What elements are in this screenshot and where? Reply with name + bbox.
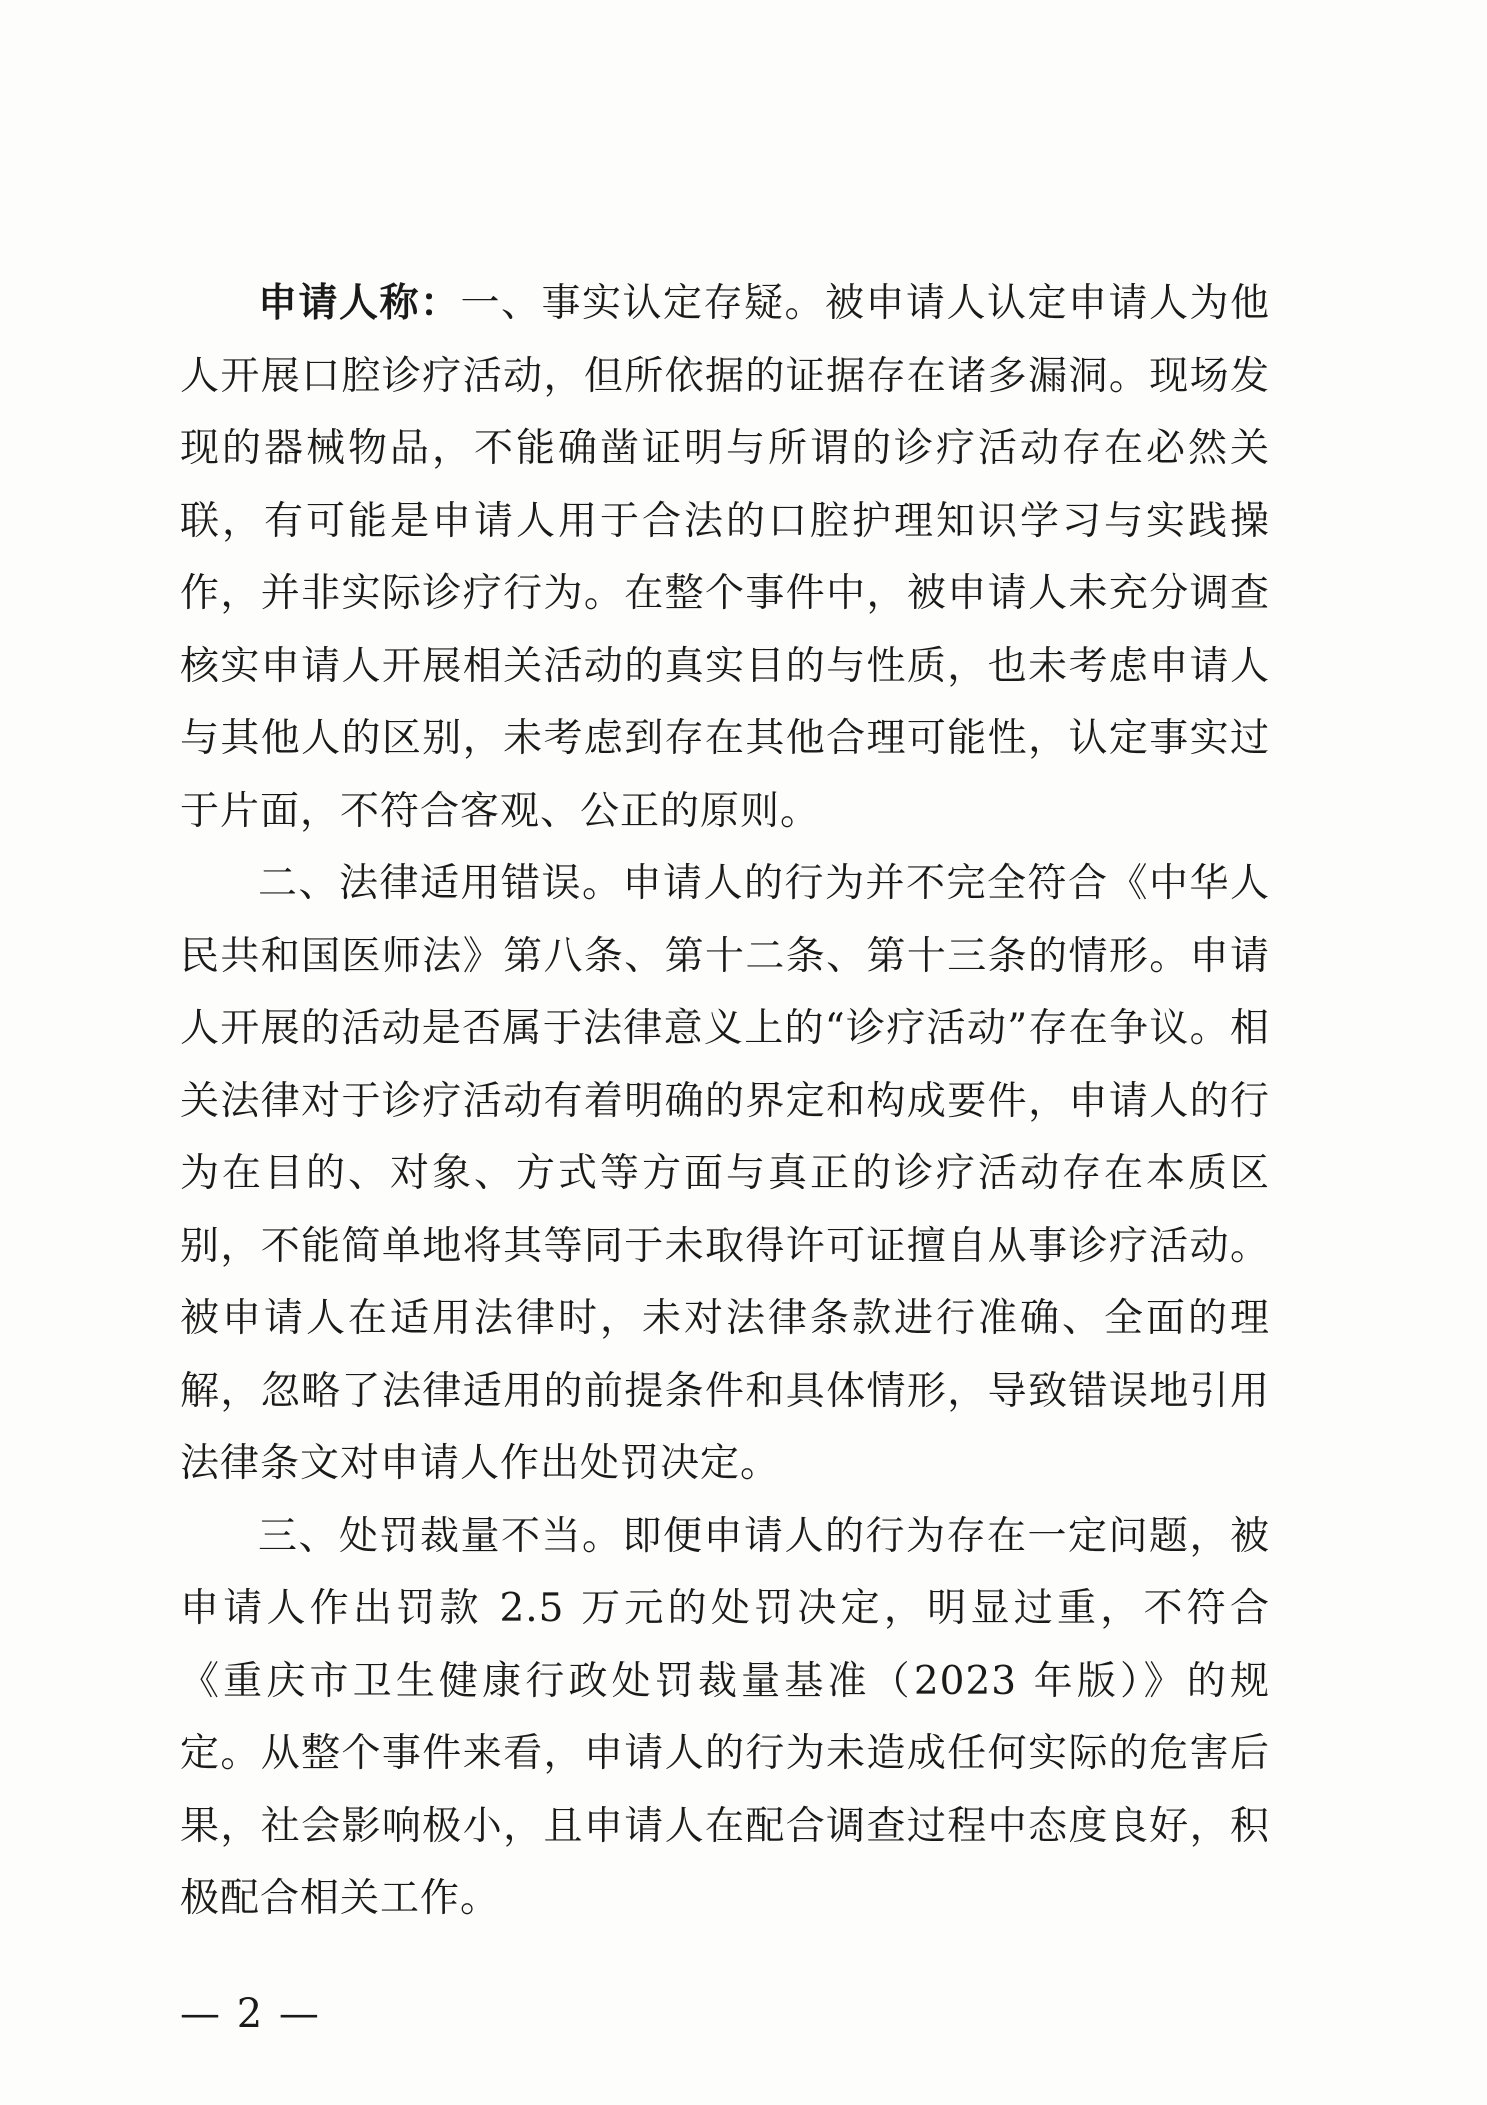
paragraph-penalty-discretion	[180, 1501, 1270, 1936]
paragraph-text: 二、法律适用错误。申请人的行为并不完全符合《中华人民共和国医师法》第八条、第十二条、第十三条的情形。申请人开展的活动是否属于法律意义上的“诊疗活动”存在争议。相关法律对于诊疗活动有着明确的界定和构成要件，申请人的行为在目的、对象、方式等方面与真正的诊疗活动存在本质区别，不能简单地将其等同于未取得许可证擅自从事诊疗活动。被申请人在适用法律时，未对法律条款进行准确、全面的理解，忽略了法律适用的前提条件和具体情形，导致错误地引用法律条文对申请人作出处罚决定。	[180, 861, 1270, 1486]
paragraph-text: 三、处罚裁量不当。即便申请人的行为存在一定问题，被申请人作出罚款 2.5 万元的处罚决定，明显过重，不符合《重庆市卫生健康行政处罚裁量基准（2023 年版）》的规定。从整个事件来看，申请人的行为未造成任何实际的危害后果，社会影响极小，且申请人在配合调查过程中态度良好，积极配合相关工作。	[180, 1513, 1270, 1921]
paragraph-text: 一、事实认定存疑。被申请人认定申请人为他人开展口腔诊疗活动，但所依据的证据存在诸多漏洞。现场发现的器械物品，不能确凿证明与所谓的诊疗活动存在必然关联，有可能是申请人用于合法的口腔护理知识学习与实践操作，并非实际诊疗行为。在整个事件中，被申请人未充分调查核实申请人开展相关活动的真实目的与性质，也未考虑申请人与其他人的区别，未考虑到存在其他合理可能性，认定事实过于片面，不符合客观、公正的原则。	[180, 281, 1270, 834]
paragraph-lead-applicant-claims: 申请人称：	[258, 281, 461, 326]
page-number: — 2 —	[180, 1991, 321, 2037]
paragraph-legal-application	[180, 848, 1270, 1501]
document-body	[180, 268, 1270, 1936]
paragraph-applicant-claims-fact	[180, 268, 1270, 848]
